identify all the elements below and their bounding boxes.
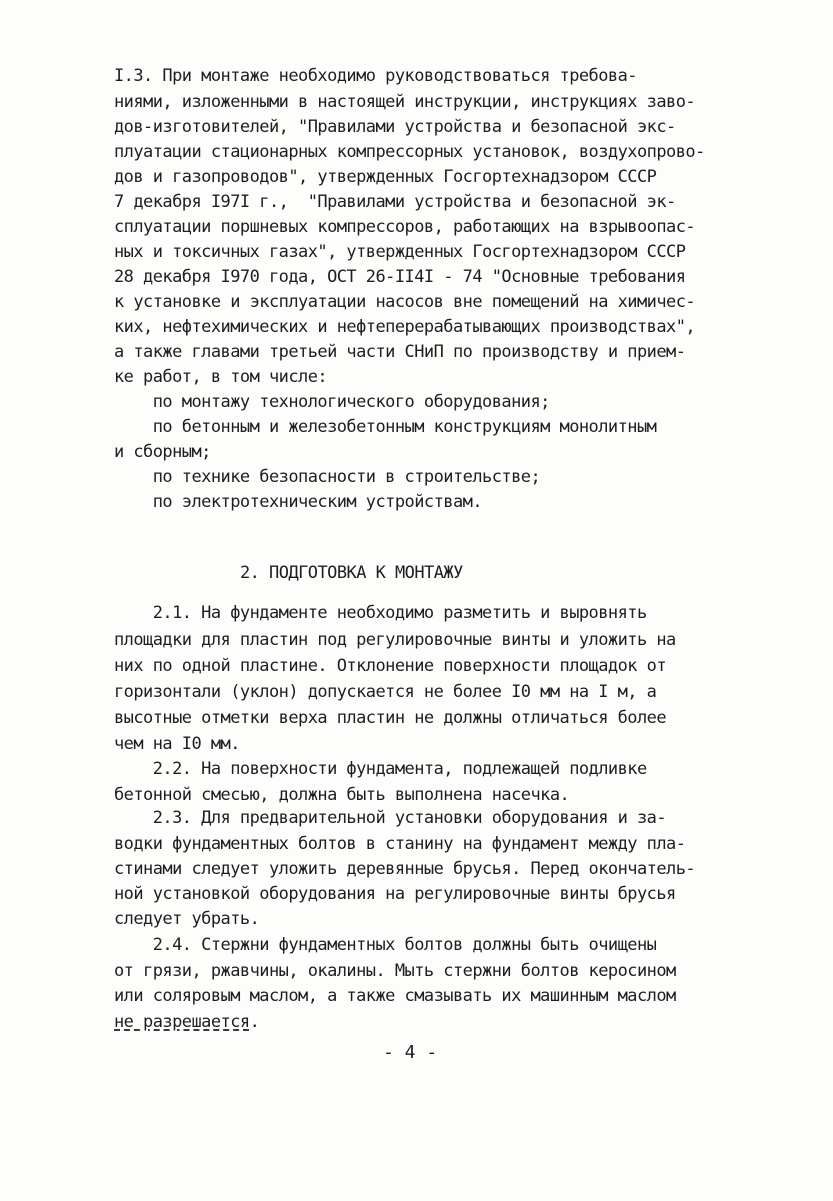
section-2-heading: 2. ПОДГОТОВКА К МОНТАЖУ	[240, 563, 463, 583]
paragraph-2-3-line-1: 2.3. Для предварительной установки оборудования и за-	[114, 808, 667, 828]
section-1-3-line-1: I.3. При монтаже необходимо руководствоваться требова-	[114, 66, 637, 86]
paragraph-2-3-line-5: следует убрать.	[114, 909, 260, 929]
paragraph-2-2-line-2: бетонной смесью, должна быть выполнена насечка.	[114, 785, 570, 805]
section-1-3-line-8: ных и токсичных газах", утвержденных Госгортехнадзором СССР	[114, 242, 686, 262]
section-1-3-line-3: дов-изготовителей, "Правилами устройства и безопасной экс-	[114, 117, 676, 137]
paragraph-2-2-line-1: 2.2. На поверхности фундамента, подлежащей подливке	[114, 759, 647, 779]
section-1-3-line-17: по технике безопасности в строительстве;	[114, 467, 541, 487]
paragraph-2-4-line-4	[114, 1012, 259, 1032]
section-1-3-line-9: 28 декабря I970 года, ОСТ 26-II4I - 74 "Основные требования	[114, 267, 686, 287]
paragraph-2-4-line-3: или соляровым маслом, а также смазывать их машинным маслом	[114, 986, 676, 1006]
section-1-3-line-13: ке работ, в том числе:	[114, 367, 328, 387]
paragraph-2-1-line-6: чем на I0 мм.	[114, 734, 240, 754]
paragraph-2-4-line-1: 2.4. Стержни фундаментных болтов должны быть очищены	[114, 935, 657, 955]
paragraph-2-1-line-4: горизонтали (уклон) допускается не более I0 мм на I м, а	[114, 682, 657, 702]
section-1-3-line-6: 7 декабря I97I г., "Правилами устройства и безопасной эк-	[114, 192, 676, 212]
section-1-3-line-2: ниями, изложенными в настоящей инструкции, инструкциях заво-	[114, 92, 696, 112]
section-1-3-line-16: и сборным;	[114, 442, 211, 462]
paragraph-2-1-line-1: 2.1. На фундаменте необходимо разметить и выровнять	[114, 603, 647, 623]
paragraph-2-3-line-3: стинами следует уложить деревянные брусья. Перед окончатель-	[114, 859, 696, 879]
section-1-3-line-4: плуатации стационарных компрессорных установок, воздухопрово-	[114, 142, 705, 162]
paragraph-2-1-line-3: них по одной пластине. Отклонение поверхности площадок от	[114, 656, 667, 676]
section-1-3-line-15: по бетонным и железобетонным конструкциям монолитным	[114, 417, 657, 437]
sentence-end: .	[249, 1012, 260, 1032]
paragraph-2-3-line-4: ной установкой оборудования на регулировочные винты брусья	[114, 884, 676, 904]
section-1-3-line-18: по электротехническим устройствам.	[114, 492, 483, 512]
section-1-3-line-11: ких, нефтехимических и нефтеперерабатывающих производствах",	[114, 317, 696, 337]
section-1-3-line-10: к установке и эксплуатации насосов вне помещений на химичес-	[114, 292, 696, 312]
page-number: - 4 -	[383, 1042, 438, 1063]
underlined-phrase: не разрешается	[114, 1012, 250, 1032]
paragraph-2-4-line-2: от грязи, ржавчины, окалины. Мыть стержни болтов керосином	[114, 961, 676, 981]
section-1-3-line-12: а также главами третьей части СНиП по производству и прием-	[114, 342, 686, 362]
paragraph-2-3-line-2: водки фундаментных болтов в станину на фундамент между пла-	[114, 834, 686, 854]
section-1-3-line-14: по монтажу технологического оборудования;	[114, 392, 550, 412]
section-1-3-line-5: дов и газопроводов", утвержденных Госгортехнадзором СССР	[114, 167, 657, 187]
paragraph-2-1-line-2: площадки для пластин под регулировочные винты и уложить на	[114, 630, 676, 650]
section-1-3-line-7: сплуатации поршневых компрессоров, работающих на взрывоопас-	[114, 217, 696, 237]
paragraph-2-1-line-5: высотные отметки верха пластин не должны отличаться более	[114, 708, 667, 728]
